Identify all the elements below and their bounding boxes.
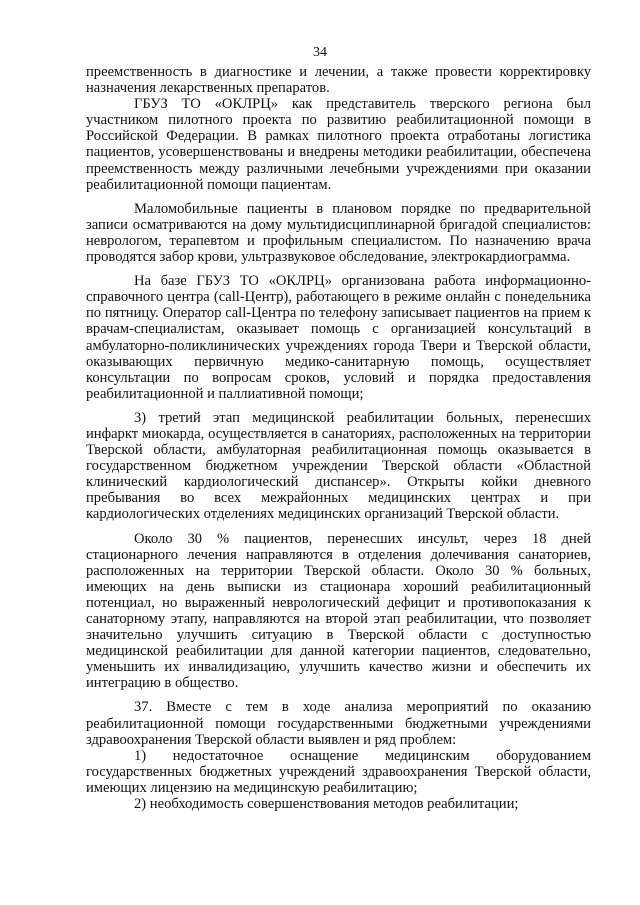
- list-item-1: 1) недостаточное оснащение медицинским оборудованием государственных бюджетных учреждений здравоохранения Тверской области, имеющих лицензию на медицинскую реабилитацию;: [86, 747, 591, 796]
- paragraph-continuation: преемственность в диагностике и лечении, а также провести корректировку назначения лекарственных препаратов.: [86, 64, 591, 97]
- paragraph-third-stage: 3) третий этап медицинской реабилитации больных, перенесших инфаркт миокарда, осуществляется в санаториях, расположенных на территории Тверской области, амбулаторная реабилитационная помощь оказывается в государственном бюджетном учреждении Тверской области «Областной клинический кардиологический диспансер». Открыты койки дневного пребывания во всех межрайонных медицинских центрах и при кардиологических отделениях медицинских организаций Тверской области.: [86, 409, 591, 523]
- paragraph-pilot-project: ГБУЗ ТО «ОКЛРЦ» как представитель тверского региона был участником пилотного проекта по развитию реабилитационной помощи в Российской Федерации. В рамках пилотного проекта отработаны логистика пациентов, усовершенствованы и внедрены методики реабилитации, обеспечена преемственность между различными лечебными учреждениями при оказании реабилитационной помощи пациентам.: [86, 96, 591, 193]
- page-number: 34: [313, 45, 327, 60]
- paragraph-low-mobility-patients: Маломобильные пациенты в плановом порядке по предварительной записи осматриваются на дому мультидисциплинарной бригадой специалистов: неврологом, терапевтом и профильным специалистом. По назначению врача проводятся забор крови, ультразвуковое обследование, электрокардиограмма.: [86, 200, 591, 266]
- document-body: [86, 64, 591, 812]
- paragraph-item-37: 37. Вместе с тем в ходе анализа мероприятий по оказанию реабилитационной помощи государственными бюджетными учреждениями здравоохранения Тверской области выявлен и ряд проблем:: [86, 699, 591, 748]
- list-item-2: 2) необходимость совершенствования методов реабилитации;: [134, 796, 519, 813]
- paragraph-stroke-patients: Около 30 % пациентов, перенесших инсульт, через 18 дней стационарного лечения направляются в отделения долечивания санаториев, расположенных на территории Тверской области. Около 30 % больных, имеющих на день выписки из стационара хороший реабилитационный потенциал, но выраженный неврологический дефицит и противопоказания к санаторному этапу, направляются на второй этап реабилитации, что позволяет значительно улучшить ситуацию в Тверской области с доступностью медицинской реабилитации для данной категории пациентов, следовательно, уменьшить их инвалидизацию, улучшить качество жизни и обеспечить их интеграцию в общество.: [86, 530, 591, 692]
- paragraph-call-center: На базе ГБУЗ ТО «ОКЛРЦ» организована работа информационно-справочного центра (call-Центр), работающего в режиме онлайн с понедельника по пятницу. Оператор call-Центра по телефону записывает пациентов на прием к врачам-специалистам, оказывает помощь с организацией консультаций в амбулаторно-поликлинических учреждениях города Твери и Тверской области, оказывающих первичную медико-санитарную помощь, осуществляет консультации по вопросам сроков, условий и порядка предоставления реабилитационной и паллиативной помощи;: [86, 273, 591, 402]
